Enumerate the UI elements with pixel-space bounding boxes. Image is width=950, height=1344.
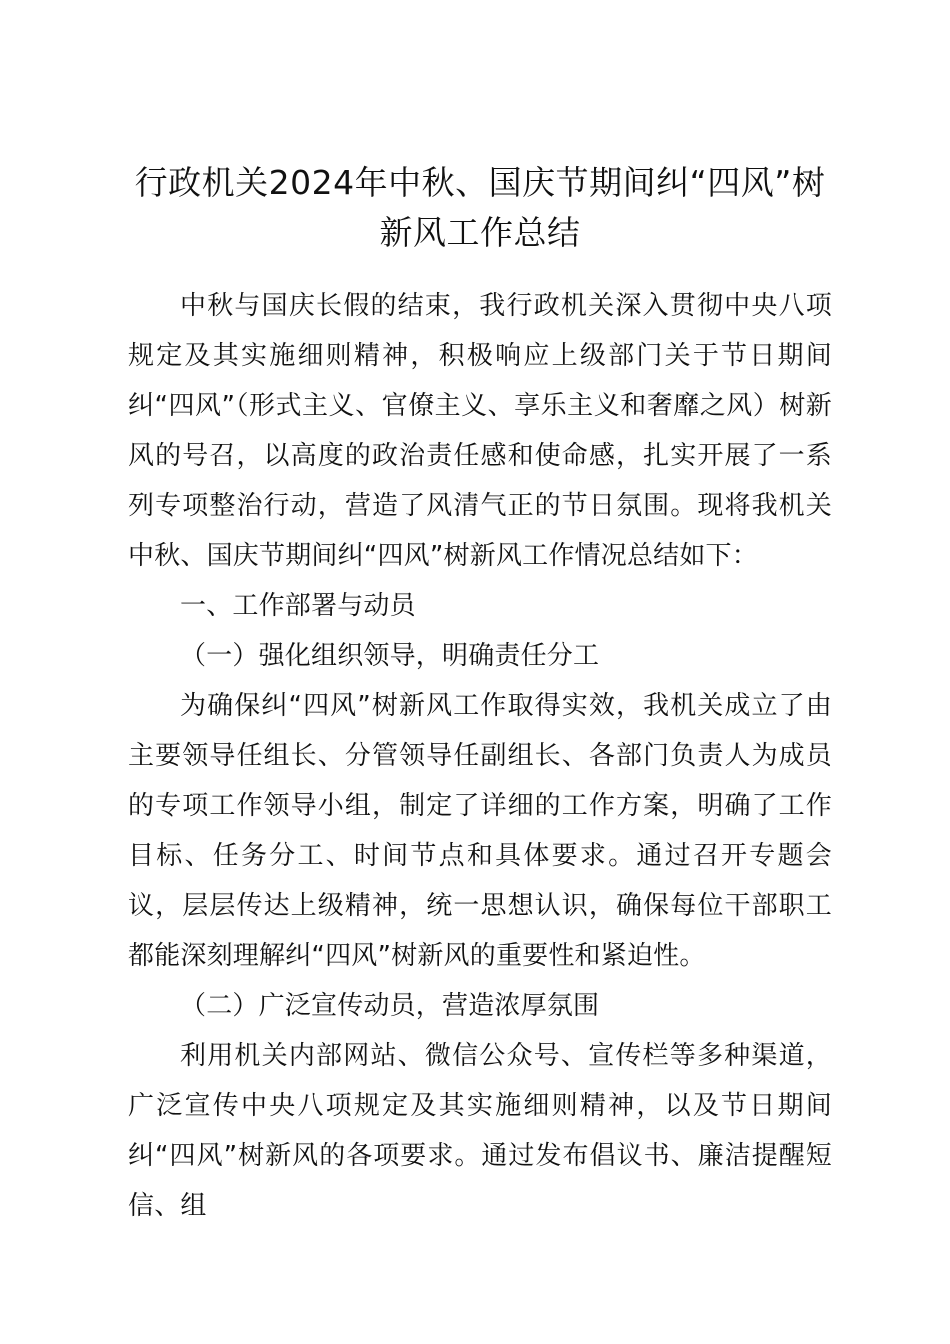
document-body [128, 281, 832, 1231]
subsection-heading-2: （二）广泛宣传动员，营造浓厚氛围 [180, 991, 600, 1021]
body-paragraph-2: 利用机关内部网站、微信公众号、宣传栏等多种渠道，广泛宣传中央八项规定及其实施细则精神，以及节日期间纠“四风”树新风的各项要求。通过发布倡议书、廉洁提醒短信、组 [128, 1041, 832, 1221]
intro-paragraph: 中秋与国庆长假的结束，我行政机关深入贯彻中央八项规定及其实施细则精神，积极响应上级部门关于节日期间纠“四风”（形式主义、官僚主义、享乐主义和奢靡之风）树新风的号召，以高度的政治责任感和使命感，扎实开展了一系列专项整治行动，营造了风清气正的节日氛围。现将我机关中秋、国庆节期间纠“四风”树新风工作情况总结如下： [128, 291, 832, 571]
section-heading-1: 一、工作部署与动员 [180, 591, 416, 621]
body-paragraph-1: 为确保纠“四风”树新风工作取得实效，我机关成立了由主要领导任组长、分管领导任副组长、各部门负责人为成员的专项工作领导小组，制定了详细的工作方案，明确了工作目标、任务分工、时间节点和具体要求。通过召开专题会议，层层传达上级精神，统一思想认识，确保每位干部职工都能深刻理解纠“四风”树新风的重要性和紧迫性。 [128, 691, 832, 971]
subsection-heading-1: （一）强化组织领导，明确责任分工 [180, 641, 600, 671]
document-title: 行政机关2024年中秋、国庆节期间纠“四风”树新风工作总结 [134, 163, 826, 252]
